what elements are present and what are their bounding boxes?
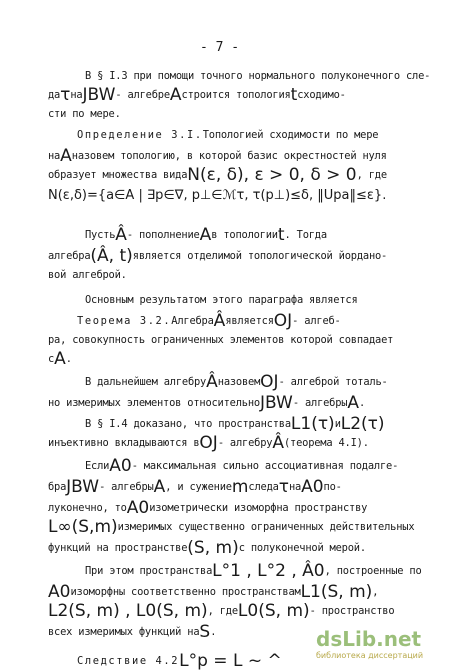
formula: t — [277, 225, 285, 245]
text-line — [0, 517, 450, 537]
text-line — [0, 129, 450, 142]
text-run: - алгебры — [292, 397, 348, 409]
text-run: изометрически изоморфна пространству — [149, 502, 368, 514]
formula: N(ε, δ), ε > 0, δ > 0 — [187, 165, 357, 185]
text-line — [0, 108, 450, 121]
formula: t — [290, 85, 298, 105]
text-run: Алгебра — [171, 315, 214, 327]
text-run: , где — [207, 605, 238, 617]
text-run: строится топология — [181, 89, 291, 101]
formula: L1(τ) — [290, 414, 335, 434]
formula: L°1 , L°2 , Â0 — [212, 561, 325, 581]
formula: A — [199, 225, 212, 245]
text-line — [0, 582, 450, 602]
text-run: луконечно, то — [48, 502, 127, 514]
text-run: ра, совокупность ограниченных элементов которой совпадает — [48, 334, 394, 346]
formula: A — [54, 349, 66, 369]
text-run: всех измеримых функций на — [48, 626, 200, 638]
text-run: инъективно вкладываются в — [48, 437, 200, 449]
formula: L°p = L ~ ^ — [179, 651, 282, 671]
formula: A0 — [48, 582, 71, 602]
text-line — [0, 311, 450, 331]
formula: JBW — [66, 477, 100, 497]
text-run: на — [288, 481, 302, 493]
text-line — [0, 538, 450, 558]
text-run: Если — [85, 460, 110, 472]
formula: JBW — [82, 85, 116, 105]
text-line — [0, 414, 450, 434]
text-run: , и сужение — [165, 481, 232, 493]
text-run: - пространство — [309, 605, 395, 617]
formula: A — [153, 477, 166, 497]
text-run: Следствие 4.2 — [77, 655, 180, 667]
text-line — [0, 334, 450, 347]
text-line — [0, 246, 450, 266]
formula: m — [231, 477, 249, 497]
text-line — [0, 225, 450, 245]
formula: OJ — [260, 372, 279, 392]
text-run: функций на пространстве — [48, 542, 188, 554]
formula: OJ — [273, 311, 293, 331]
text-run: - алгебру — [217, 437, 273, 449]
text-run: - пополнение — [126, 229, 200, 241]
text-run: измеримых существенно ограниченных действительных — [117, 521, 415, 533]
text-run: назовем топологию, в которой базис окрестностей нуля — [71, 150, 387, 162]
formula: L2(τ) — [340, 414, 385, 434]
text-line — [0, 372, 450, 392]
text-run: образует множества вида — [48, 169, 188, 181]
text-run: является — [225, 315, 274, 327]
text-run: по- — [323, 481, 342, 493]
text-run: . — [65, 353, 72, 365]
formula: Â — [272, 433, 284, 453]
text-run: - алгебры — [99, 481, 154, 493]
text-run: - алгебре — [115, 89, 170, 101]
text-run: на — [70, 89, 83, 101]
text-run: и — [334, 418, 341, 430]
formula: L0(S, m) — [237, 601, 310, 621]
watermark-logo: dsLib.net — [316, 627, 422, 651]
formula: A — [60, 146, 72, 166]
watermark — [316, 627, 436, 663]
formula: OJ — [199, 433, 218, 453]
formula: JBW — [259, 393, 293, 413]
text-run: вой алгеброй. — [48, 269, 127, 281]
text-line — [0, 393, 450, 413]
text-run: - алгеб- — [292, 315, 341, 327]
formula: Â — [206, 372, 218, 392]
text-run: (теорема 4.I). — [283, 437, 369, 449]
formula: A — [169, 85, 182, 105]
page-number: - 7 - — [200, 40, 240, 55]
text-run: В дальнейшем алгебру — [85, 376, 207, 388]
text-run: является отделимой топологической йордано- — [132, 250, 388, 262]
formula: (Â, t) — [90, 246, 133, 266]
text-line — [0, 85, 450, 105]
text-line — [0, 601, 450, 621]
text-line — [0, 70, 450, 83]
text-run: сходимо- — [297, 89, 346, 101]
formula: τ — [60, 85, 71, 105]
text-line — [0, 456, 450, 476]
text-run: Топологией сходимости по мере — [202, 129, 379, 141]
text-run: . — [210, 626, 217, 638]
formula: Â — [115, 225, 127, 245]
text-line — [0, 477, 450, 497]
text-run: , где — [356, 169, 387, 181]
text-run: в топологии — [211, 229, 278, 241]
text-run: . — [359, 397, 366, 409]
text-run: с полуконечной мерой. — [238, 542, 366, 554]
formula: L1(S, m) — [300, 582, 373, 602]
formula: τ — [278, 477, 289, 497]
text-run: , — [372, 586, 379, 598]
formula: (S, m) — [187, 538, 239, 558]
formula: A0 — [109, 456, 132, 476]
formula: L2(S, m) , L0(S, m) — [48, 601, 208, 621]
text-run: да — [48, 89, 61, 101]
text-run: - максимальная сильно ассоциативная подалге- — [131, 460, 399, 472]
text-run: Основным результатом этого параграфа является — [85, 294, 358, 306]
formula: Â — [213, 311, 226, 331]
text-run: При этом пространства — [85, 565, 213, 577]
formula: A0 — [301, 477, 324, 497]
text-line — [0, 349, 450, 369]
text-run: - алгеброй тоталь- — [278, 376, 388, 388]
text-run: Теорема 3.2. — [77, 315, 172, 327]
text-run: Определение 3.I. — [77, 129, 203, 141]
text-line — [0, 146, 450, 166]
formula: S — [199, 622, 211, 642]
text-line — [0, 269, 450, 282]
watermark-text: библиотека диссертаций — [316, 651, 424, 660]
formula: N(ε,δ)={a∈A | ∃p∈∇, p⊥∈ℳτ, τ(p⊥)≤δ, ‖Upa‖≤ε}. — [48, 188, 387, 203]
text-line — [0, 498, 450, 518]
text-line — [0, 433, 450, 453]
text-run: на — [48, 150, 61, 162]
text-line — [0, 188, 450, 202]
formula: A — [347, 393, 359, 413]
text-line — [0, 561, 450, 581]
text-run: назовем — [217, 376, 261, 388]
text-run: изоморфны соответственно пространствам — [70, 586, 301, 598]
text-run: Пусть — [85, 229, 116, 241]
text-run: сти по мере. — [48, 108, 121, 120]
text-line — [0, 294, 450, 307]
text-line — [0, 165, 450, 185]
formula: A0 — [126, 498, 150, 518]
formula: L∞(S,m) — [48, 517, 118, 537]
text-run: алгебра — [48, 250, 91, 262]
text-run: с — [48, 353, 55, 365]
text-run: В § I.3 при помощи точного нормального полуконечного сле- — [85, 70, 431, 82]
text-run: . Тогда — [284, 229, 327, 241]
text-run: бра — [48, 481, 67, 493]
text-run: В § I.4 доказано, что пространства — [85, 418, 291, 430]
text-run: следа — [248, 481, 279, 493]
text-run: но измеримых элементов относительно — [48, 397, 260, 409]
text-run: , построенные по — [324, 565, 422, 577]
